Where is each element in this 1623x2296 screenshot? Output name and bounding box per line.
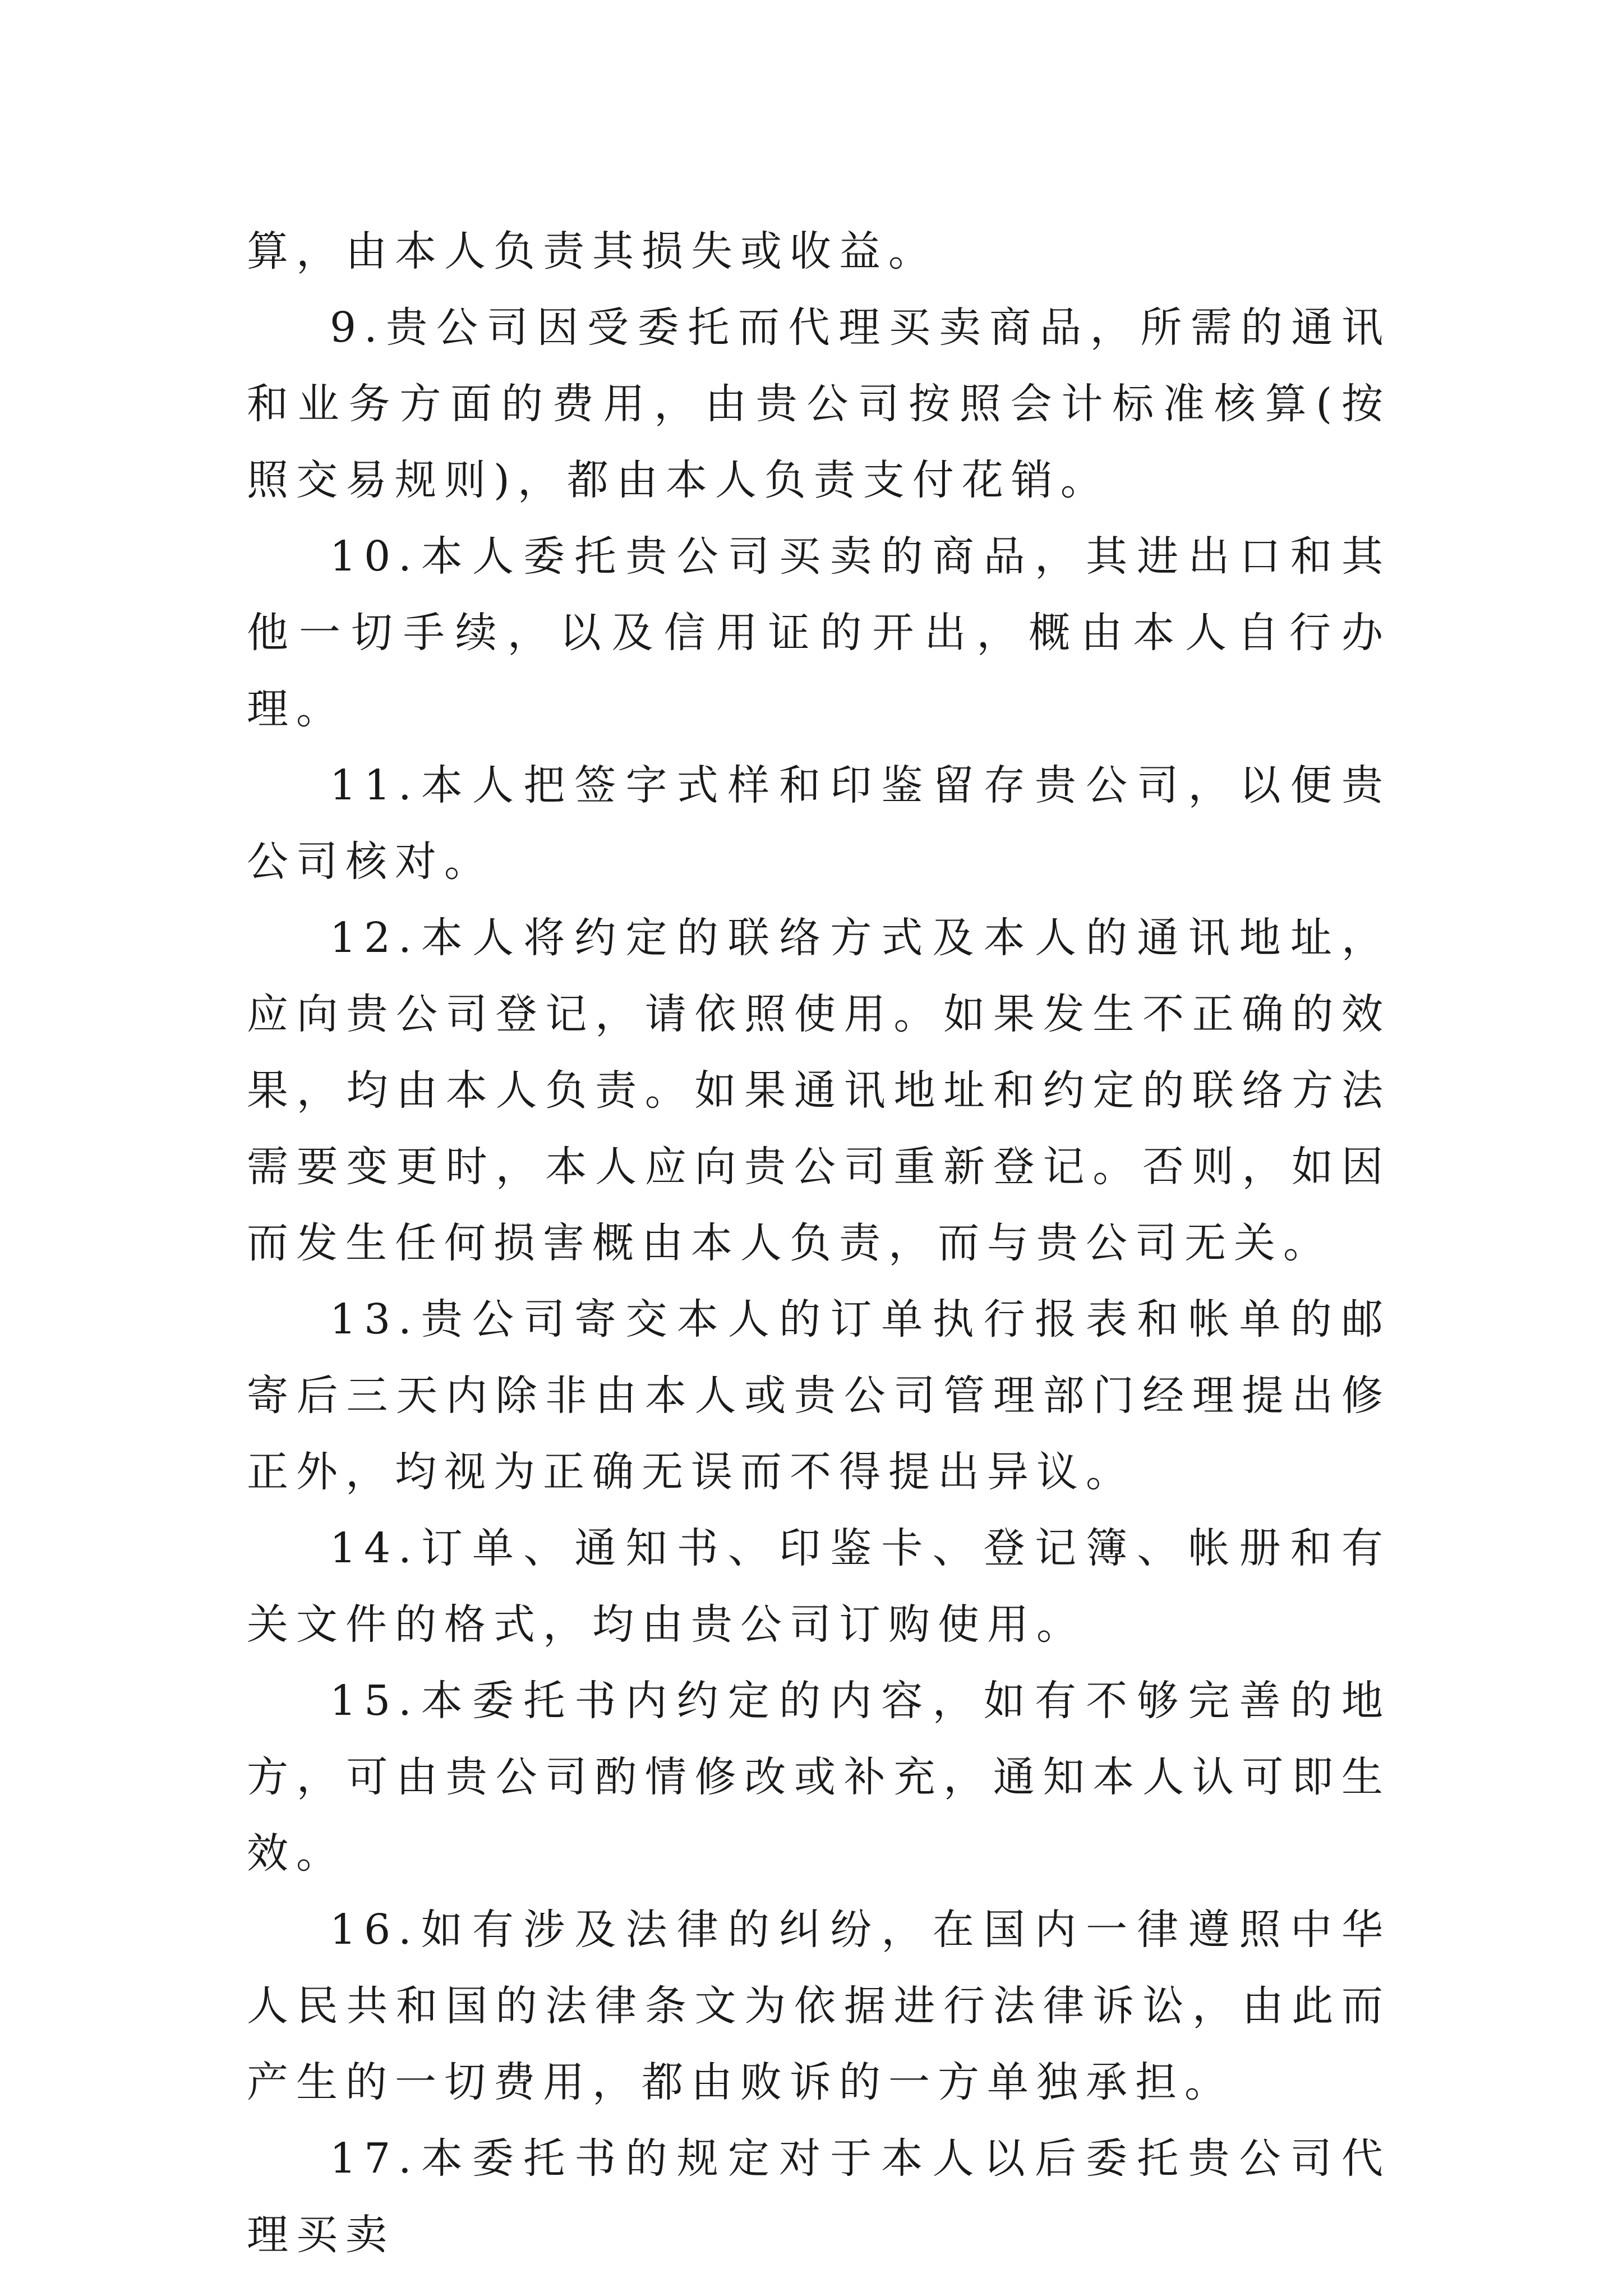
paragraph-clause-15: 15.本委托书内约定的内容，如有不够完善的地方，可由贵公司酌情修改或补充，通知本人认可即生效。 <box>247 1677 1391 1878</box>
paragraph-clause-13: 13.贵公司寄交本人的订单执行报表和帐单的邮寄后三天内除非由本人或贵公司管理部门经理提出修正外，均视为正确无误而不得提出异议。 <box>247 1295 1391 1496</box>
paragraph-clause-10: 10.本人委托贵公司买卖的商品，其进出口和其他一切手续，以及信用证的开出，概由本人自行办理。 <box>247 532 1391 733</box>
document-body <box>247 213 1391 2273</box>
paragraph-clause-9: 9.贵公司因受委托而代理买卖商品，所需的通讯和业务方面的费用，由贵公司按照会计标准核算(按照交易规则)，都由本人负责支付花销。 <box>247 303 1391 504</box>
paragraph-clause-14: 14.订单、通知书、印鉴卡、登记簿、帐册和有关文件的格式，均由贵公司订购使用。 <box>247 1524 1391 1649</box>
paragraph-clause-16: 16.如有涉及法律的纠纷，在国内一律遵照中华人民共和国的法律条文为依据进行法律诉讼，由此而产生的一切费用，都由败诉的一方单独承担。 <box>247 1906 1391 2106</box>
paragraph-clause-11: 11.本人把签字式样和印鉴留存贵公司，以便贵公司核对。 <box>247 761 1391 886</box>
paragraph-clause-17: 17.本委托书的规定对于本人以后委托贵公司代理买卖 <box>247 2134 1391 2259</box>
paragraph-continuation: 算，由本人负责其损失或收益。 <box>247 227 938 275</box>
paragraph-clause-12: 12.本人将约定的联络方式及本人的通讯地址，应向贵公司登记，请依照使用。如果发生不正确的效果，均由本人负责。如果通讯地址和约定的联络方法需要变更时，本人应向贵公司重新登记。否则，如因而发生任何损害概由本人负责，而与贵公司无关。 <box>247 914 1391 1267</box>
